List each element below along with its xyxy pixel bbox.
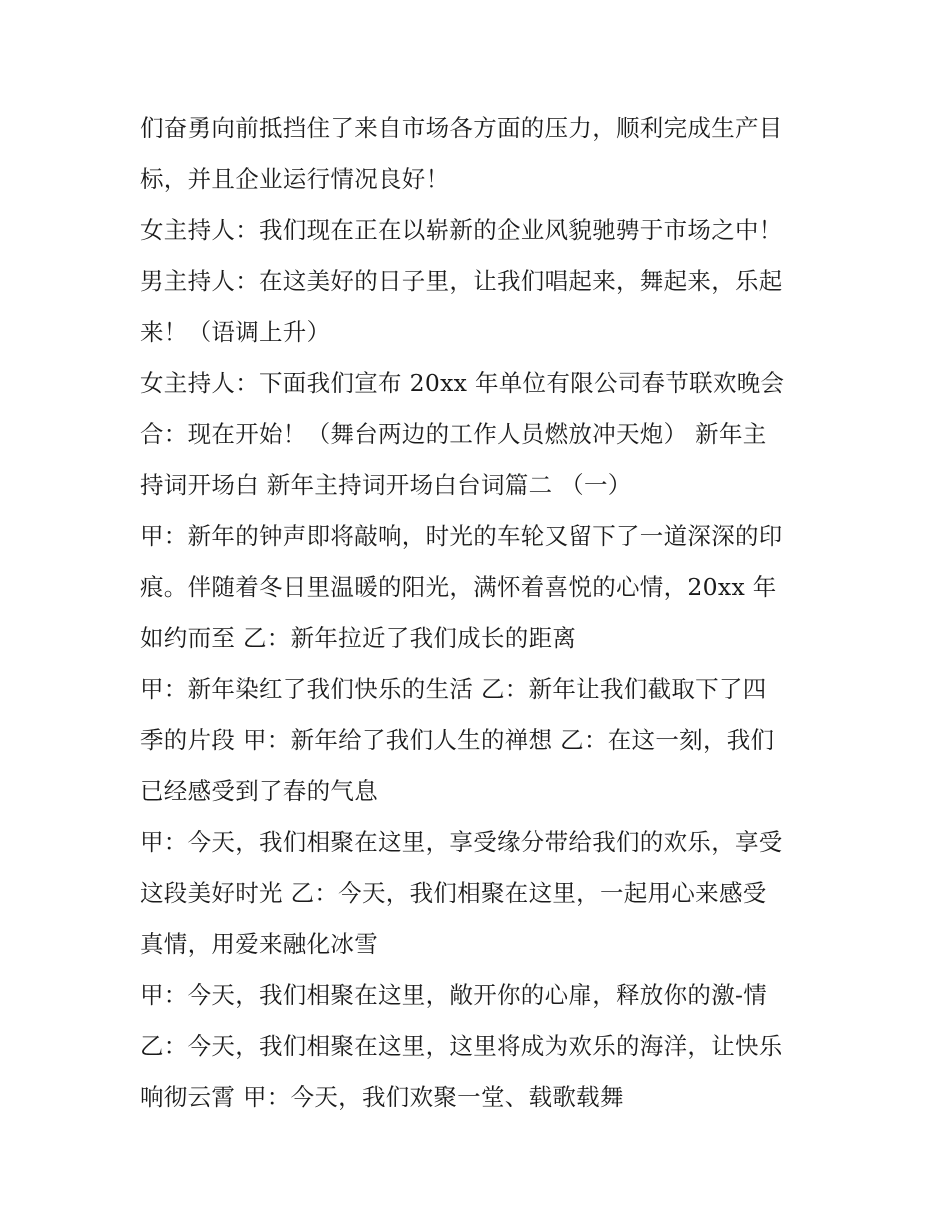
text-line-12: 甲：新年染红了我们快乐的生活 乙：新年让我们截取下了四 <box>140 675 767 703</box>
text-line-15: 甲：今天，我们相聚在这里，享受缘分带给我们的欢乐，享受 <box>140 828 783 856</box>
text-line-2: 标，并且企业运行情况良好！ <box>140 165 450 193</box>
text-line-18: 甲：今天，我们相聚在这里，敞开你的心扉，释放你的激-情 <box>140 981 768 1009</box>
text-line-14: 已经感受到了春的气息 <box>140 777 378 805</box>
body-text <box>140 103 820 1123</box>
text-line-11: 如约而至 乙：新年拉近了我们成长的距离 <box>140 624 577 652</box>
text-line-9: 甲：新年的钟声即将敲响，时光的车轮又留下了一道深深的印 <box>140 522 783 550</box>
text-line-6: 女主持人：下面我们宣布 20xx 年单位有限公司春节联欢晚会 <box>140 369 785 397</box>
text-line-13: 季的片段 甲：新年给了我们人生的禅想 乙：在这一刻，我们 <box>140 726 775 754</box>
text-line-8: 持词开场白 新年主持词开场白台词篇二 （一） <box>140 471 632 499</box>
text-line-16: 这段美好时光 乙：今天，我们相聚在这里，一起用心来感受 <box>140 879 767 907</box>
text-line-20: 响彻云霄 甲：今天，我们欢聚一堂、载歌载舞 <box>140 1083 624 1111</box>
text-line-17: 真情，用爱来融化冰雪 <box>140 930 378 958</box>
text-line-1: 们奋勇向前抵挡住了来自市场各方面的压力，顺利完成生产目 <box>140 114 783 142</box>
text-line-19: 乙：今天，我们相聚在这里，这里将成为欢乐的海洋，让快乐 <box>140 1032 783 1060</box>
text-line-4: 男主持人：在这美好的日子里，让我们唱起来，舞起来，乐起 <box>140 267 783 295</box>
text-line-5: 来！（语调上升） <box>140 318 331 346</box>
text-line-7: 合：现在开始！（舞台两边的工作人员燃放冲天炮） 新年主 <box>140 420 767 448</box>
text-line-3: 女主持人：我们现在正在以崭新的企业风貌驰骋于市场之中！ <box>140 216 783 244</box>
text-line-10: 痕。伴随着冬日里温暖的阳光，满怀着喜悦的心情，20xx 年 <box>140 573 777 601</box>
